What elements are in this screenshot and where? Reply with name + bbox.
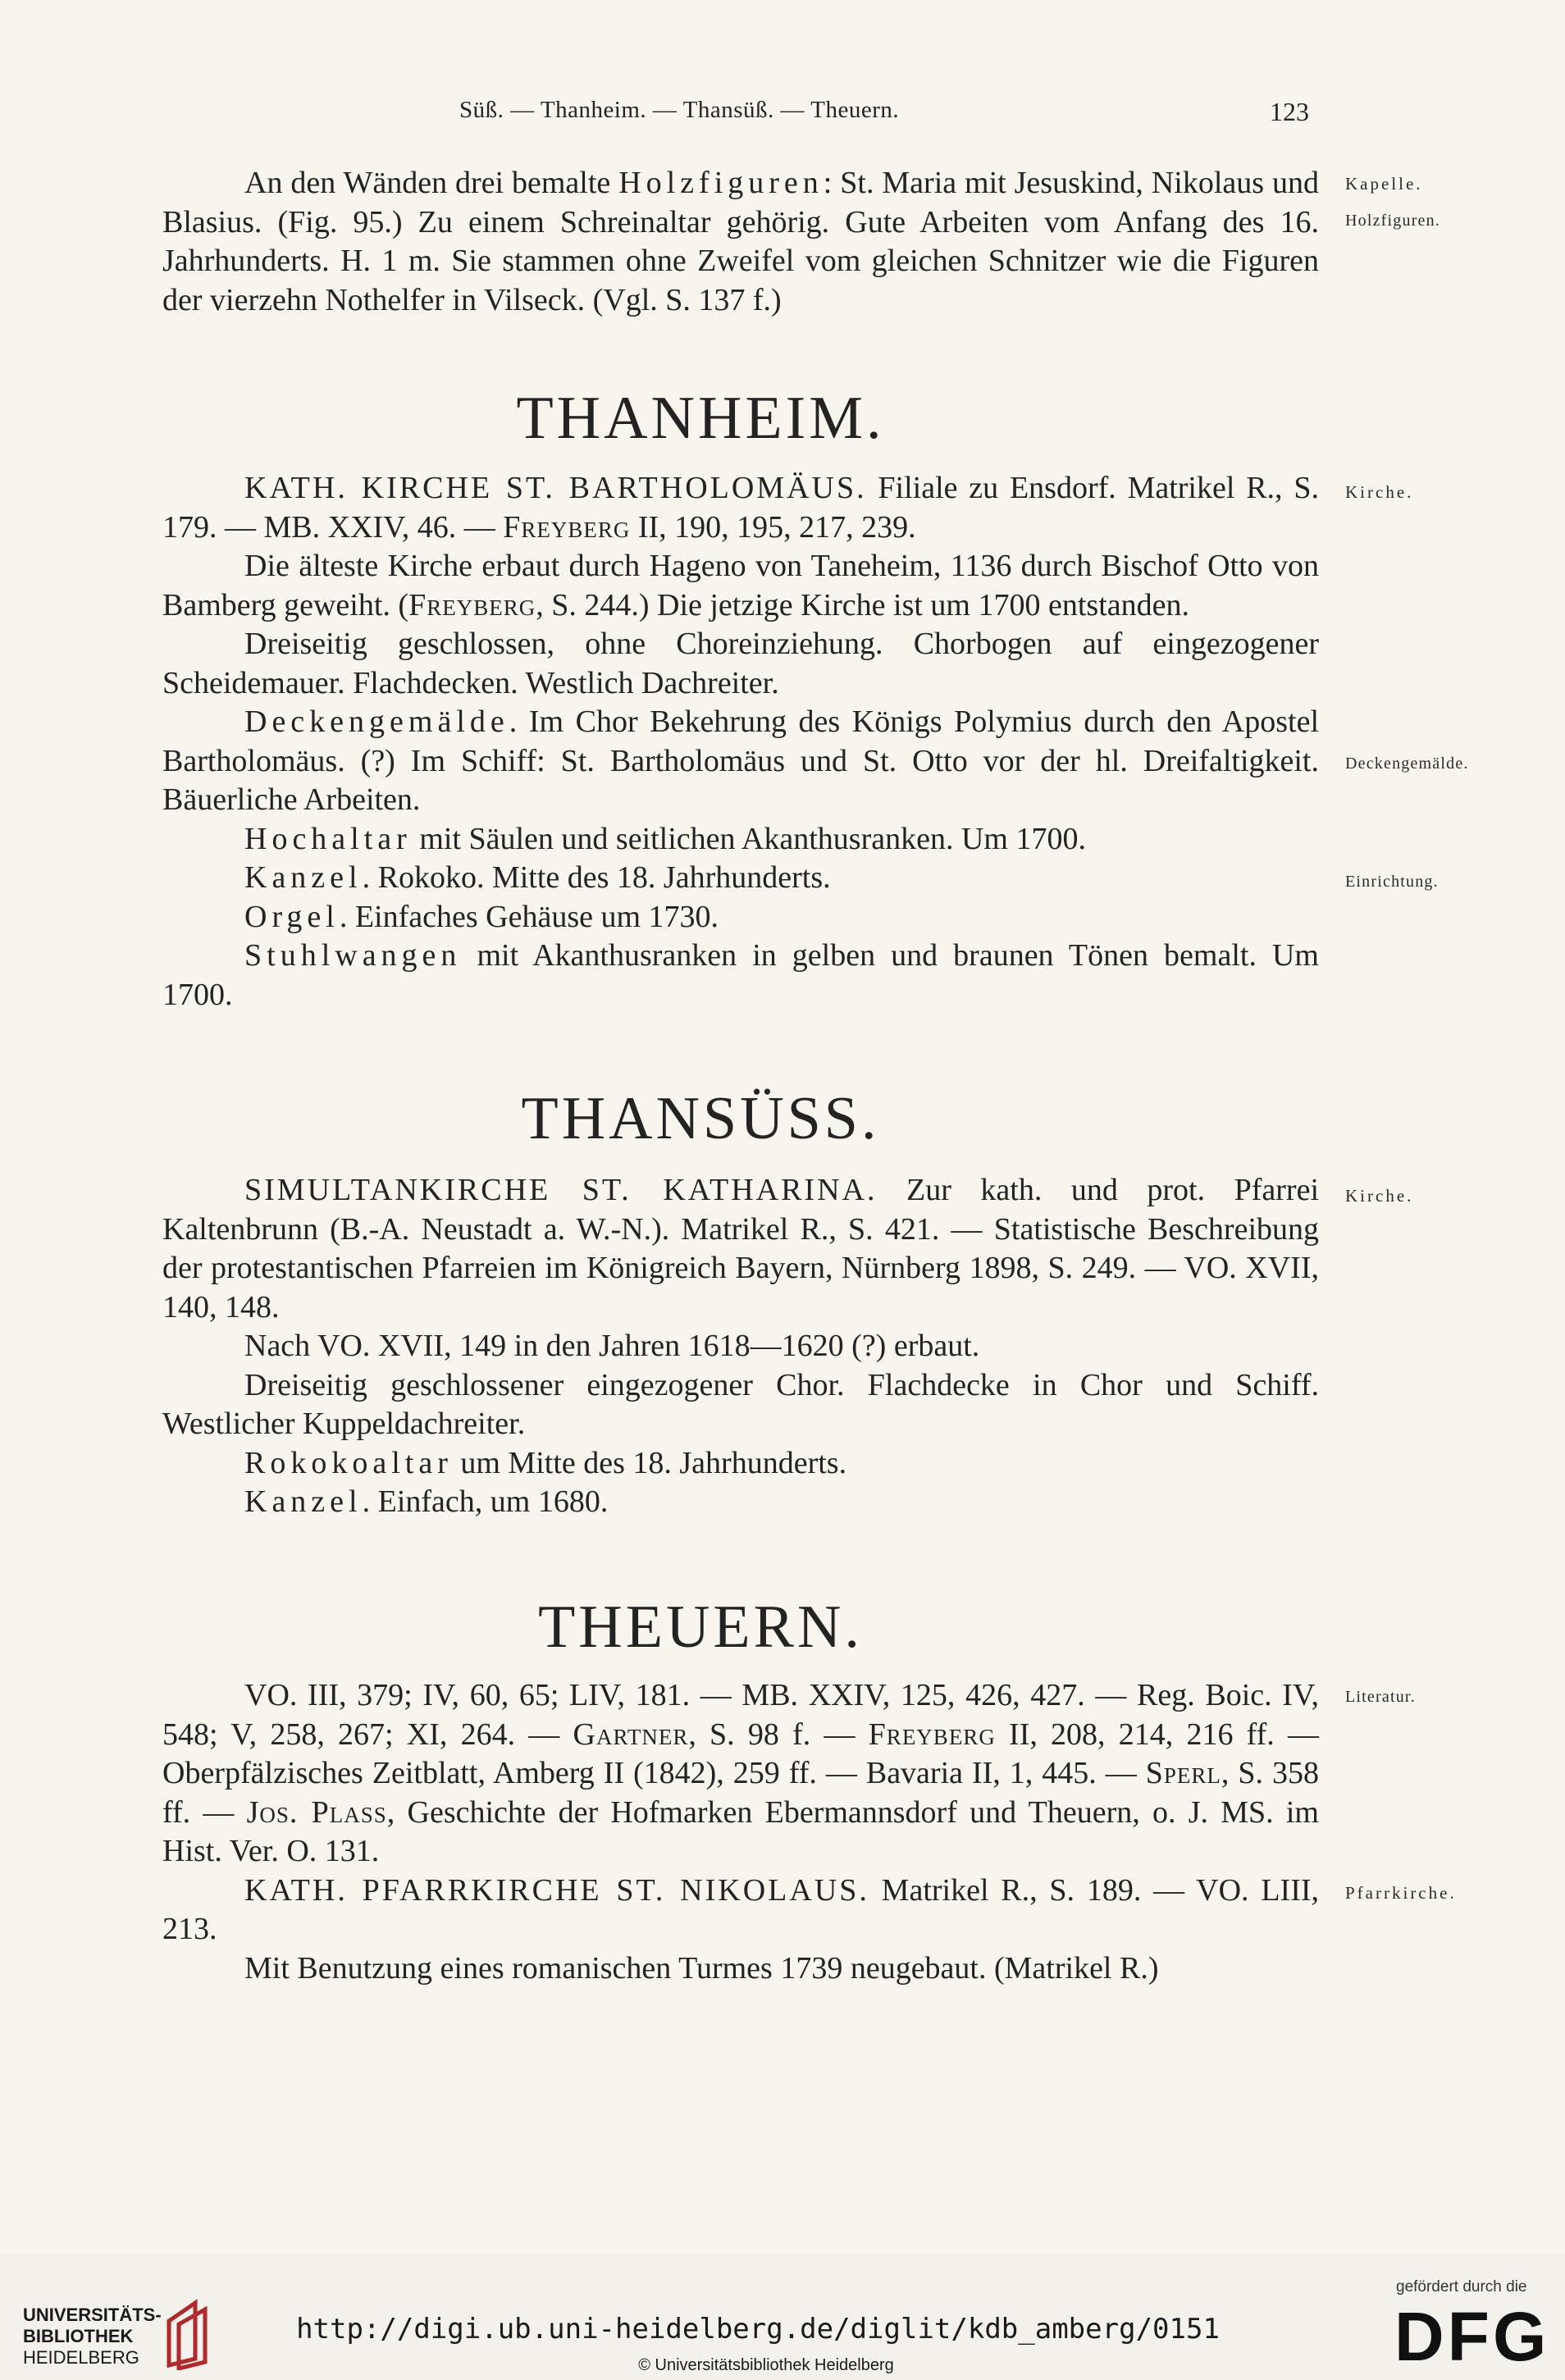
thanheim-paragraph: Stuhlwangen mit Akanthusranken in gelben und braunen Tönen bemalt. Um 1700. (162, 938, 1319, 1012)
theuern-paragraph: Mit Benutzung eines romanischen Turmes 1739 neugebaut. (Matrikel R.) (244, 1950, 1159, 1986)
thansuess-paragraph: Kanzel. Einfach, um 1680. (244, 1484, 609, 1519)
thanheim-paragraph: Kanzel. Rokoko. Mitte des 18. Jahrhunderts. (244, 860, 831, 895)
footer-bar (0, 2254, 1565, 2380)
section-title-thanheim: THANHEIM. (516, 385, 885, 452)
margin-note-kirche-2: Kirche. (1345, 1186, 1414, 1206)
thanheim-paragraph: Orgel. Einfaches Gehäuse um 1730. (244, 899, 719, 934)
thanheim-paragraph: Hochaltar mit Säulen und seitlichen Akanthusranken. Um 1700. (244, 821, 1086, 856)
margin-note-pfarrkirche: Pfarrkirche. (1345, 1883, 1457, 1903)
thansuess-section (162, 1171, 1319, 1522)
dfg-logo: DFG (1394, 2298, 1550, 2375)
thanheim-paragraph: Deckengemälde. Im Chor Bekehrung des Königs Polymius durch den Apostel Bartholomäus. (?) Im Schiff: St. Bartholomäus und St. Otto vor der hl. Dreifaltigkeit. Bäuerliche Arbeiten. (162, 704, 1319, 817)
thanheim-section (162, 469, 1319, 1014)
copyright-notice: © Universitätsbibliothek Heidelberg (638, 2356, 894, 2374)
margin-note-einrichtung: Einrichtung. (1345, 873, 1439, 891)
funding-note: gefördert durch die (1396, 2278, 1527, 2296)
margin-note-holzfiguren: Holzfiguren. (1345, 212, 1441, 230)
thansuess-paragraph: Nach VO. XVII, 149 in den Jahren 1618—1620 (?) erbaut. (244, 1329, 980, 1363)
thanheim-paragraph: KATH. KIRCHE ST. BARTHOLOMÄUS. Filiale zu Ensdorf. Matrikel R., S. 179. — MB. XXIV, 46. — Freyberg II, 190, 195, 217, 239. (162, 471, 1319, 545)
thanheim-paragraph: Die älteste Kirche erbaut durch Hageno von Taneheim, 1136 durch Bischof Otto von Bamberg geweiht. (Freyberg, S. 244.) Die jetzige Kirche ist um 1700 entstanden. (162, 549, 1319, 622)
intro-section (162, 164, 1319, 320)
margin-note-literatur: Literatur. (1345, 1688, 1416, 1706)
thansuess-paragraph: SIMULTANKIRCHE ST. KATHARINA. Zur kath. und prot. Pfarrei Kaltenbrunn (B.-A. Neustadt a. W.-N.). Matrikel R., S. 421. — Statistische Beschreibung der protestantischen Pfarreien im Königreich Bayern, Nürnberg 1898, S. 249. — VO. XVII, 140, 148. (162, 1173, 1320, 1325)
library-logo: UNIVERSITÄTS- BIBLIOTHEK HEIDELBERG (23, 2305, 162, 2368)
theuern-literature: VO. III, 379; IV, 60, 65; LIV, 181. — MB. XXIV, 125, 426, 427. — Reg. Boic. IV, 548; V, 258, 267; XI, 264. — Gartner, S. 98 f. — Freyberg II, 208, 214, 216 ff. — Oberpfälzisches Zeitblatt, Amberg II (1842), 259 ff. — Bavaria II, 1, 445. — Sperl, S. 358 ff. — Jos. Plass, Geschichte der Hofmarken Ebermannsdorf und Theuern, o. J. MS. im Hist. Ver. O. 131. (162, 1678, 1319, 1868)
margin-note-kirche: Kirche. (1345, 482, 1414, 502)
section-title-thansuess: THANSÜSS. (521, 1085, 880, 1152)
spaced-term: Holzfiguren (618, 166, 824, 200)
page-number: 123 (1270, 97, 1309, 126)
theuern-section (162, 1676, 1319, 1988)
intro-paragraph: An den Wänden drei bemalte Holzfiguren: St. Maria mit Jesuskind, Nikolaus und Blasius. (Fig. 95.) Zu einem Schreinaltar gehörig. Gute Arbeiten vom Anfang des 16. Jahrhunderts. H. 1 m. Sie stammen ohne Zweifel vom gleichen Schnitzer wie die Figuren der vierzehn Nothelfer in Vilseck. (Vgl. S. 137 f.) (162, 166, 1319, 317)
margin-note-deckengemaelde: Deckengemälde. (1345, 755, 1469, 773)
theuern-paragraph: KATH. PFARRKIRCHE ST. NIKOLAUS. Matrikel R., S. 189. — VO. LIII, 213. (162, 1872, 1319, 1946)
thansuess-paragraph: Rokokoaltar um Mitte des 18. Jahrhunderts. (244, 1445, 847, 1480)
margin-note-kapelle: Kapelle. (1345, 174, 1423, 194)
thansuess-paragraph: Dreiseitig geschlossener eingezogener Chor. Flachdecke in Chor und Schiff. Westlicher Kuppeldachreiter. (162, 1367, 1319, 1441)
thanheim-paragraph: Dreiseitig geschlossen, ohne Choreinziehung. Chorbogen auf eingezogener Scheidemauer. Flachdecken. Westlich Dachreiter. (162, 627, 1319, 700)
section-title-theuern: THEUERN. (538, 1594, 863, 1661)
permalink-url[interactable]: http://digi.ub.uni-heidelberg.de/diglit/kdb_amberg/0151 (296, 2313, 1220, 2346)
running-head: Süß. — Thanheim. — Thansüß. — Theuern. (459, 97, 900, 123)
